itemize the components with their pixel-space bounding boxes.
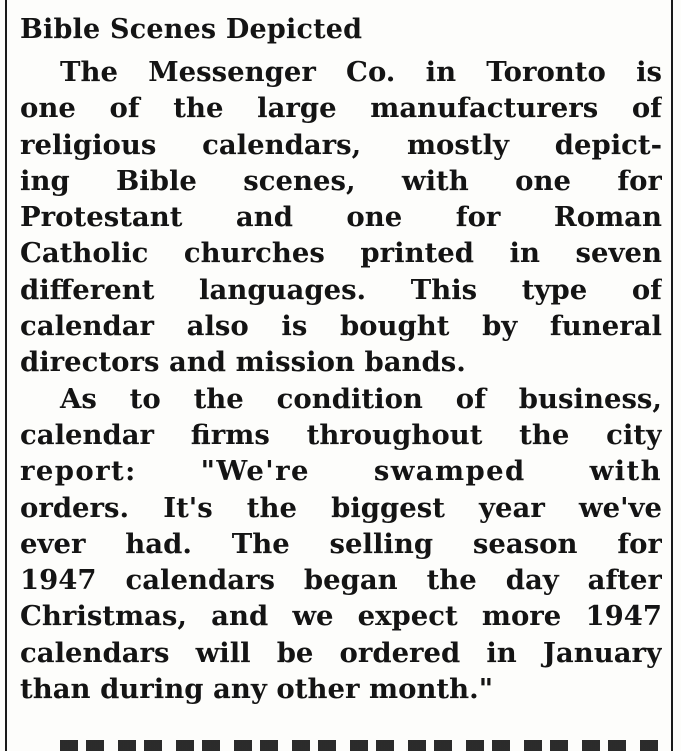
article-line: ing Bible scenes, with one for [20,164,662,197]
article-body [20,54,662,707]
article-line: one of the large manufacturers of [20,92,662,125]
article-line: calendars will be ordered in January [20,636,662,669]
article-headline: Bible Scenes Depicted [20,14,363,45]
article-line: As to the condition of business, [60,382,662,415]
column-rule-left [5,0,7,751]
article-line: orders. It's the biggest year we've [20,491,662,524]
column-rule-right [671,0,673,751]
article-column [20,6,662,707]
article-line: directors and mission bands. [20,346,466,379]
article-line: ever had. The selling season for [20,527,662,560]
article-line: Protestant and one for Roman [20,201,662,234]
article-line: Christmas, and we expect more 1947 [20,600,662,633]
article-line: Catholic churches printed in seven [20,237,662,270]
article-line: report: "We're swamped with [20,455,662,488]
article-line: calendar also is bought by funeral [20,310,662,343]
article-line: calendar firms throughout the city [20,418,662,451]
cut-off-next-line [60,740,660,751]
article-line: than during any other month." [20,673,494,706]
article-line: different languages. This type of [20,273,662,306]
article-line: 1947 calendars began the day after [20,564,662,597]
article-line: religious calendars, mostly depict- [20,128,662,161]
article-line: The Messenger Co. in Toronto is [60,56,662,88]
